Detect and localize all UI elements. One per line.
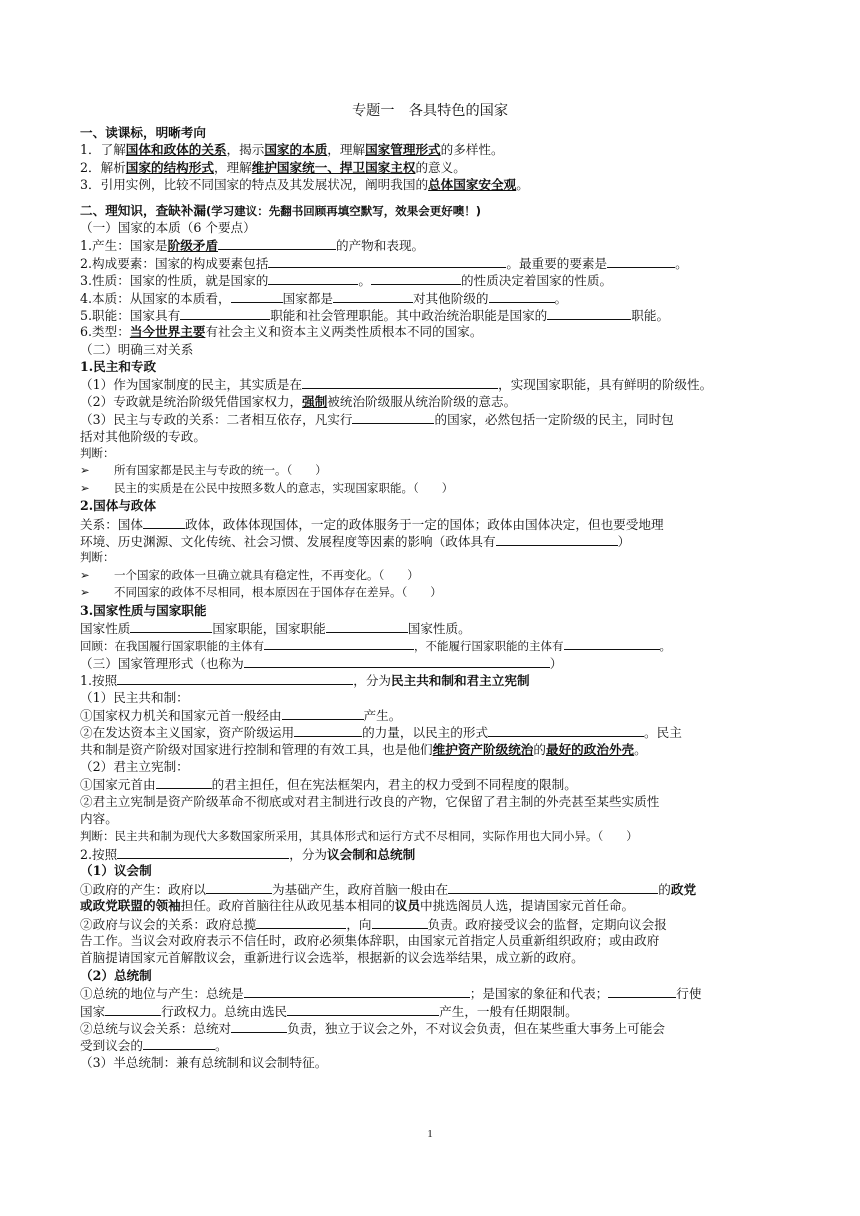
blank[interactable]	[326, 619, 408, 633]
text-line-10: 括对其他阶级的专政。	[80, 428, 206, 444]
fill-line-11: 关系：国体 政体，政体体现国体，一定的政体服务于一定的国体；政体由国体决定，但也要受地理	[80, 516, 664, 532]
fill-line-24: 2.按照 ，分为议会制和总统制	[80, 847, 416, 863]
text-line-28: 告工作。当议会对政府表示不信任时，政府必须集体辞职，由国家元首指定人员重新组织政府；或由政府	[80, 932, 660, 948]
blank[interactable]	[294, 723, 362, 737]
sub-heading-presidential: （2）总统制	[80, 967, 152, 983]
judge-item-4: ➢ 不同国家的政体不尽相同，根本原因在于国体存在差异。（ ）	[80, 584, 780, 601]
part-heading-2: （二）明确三对关系	[80, 341, 194, 357]
arrow-bullet-icon: ➢	[80, 480, 90, 495]
blank[interactable]	[333, 289, 413, 303]
part-heading-3: （三）国家管理形式（也称为 ）	[80, 655, 563, 671]
judge-item-3: ➢ 一个国家的政体一旦确立就具有稳定性，不再变化。（ ）	[80, 567, 780, 584]
judge-item-1: ➢ 所有国家都是民主与专政的统一。（ ）	[80, 462, 780, 479]
fill-line-3: 3.性质：国家的性质，就是国家的 。 的性质决定着国家的性质。	[80, 273, 613, 289]
fill-line-9: （3）民主与专政的关系：二者相互依存，凡实行 的国家，必然包括一定阶级的民主，同时包	[80, 412, 674, 428]
blank[interactable]	[268, 254, 506, 268]
text-line-8: （2）专政就是统治阶级凭借国家权力，强制被统治阶级服从统治阶级的意志。	[80, 393, 517, 409]
blank[interactable]	[488, 723, 644, 737]
fill-line-13: 国家性质 国家职能，国家职能 国家性质。	[80, 620, 471, 636]
fill-line-1: 1.产生：国家是阶级矛盾 的产物和表现。	[80, 238, 425, 254]
blank[interactable]	[180, 306, 270, 320]
fill-line-5: 5.职能：国家具有 职能和社会管理职能。其中政治统治职能是国家的 职能。	[80, 307, 670, 323]
fill-line-14: 回顾：在我国履行国家职能的主体有 ，不能履行国家职能的主体有 。	[80, 636, 780, 653]
fill-line-2: 2.构成要素：国家的构成要素包括 。最重要的要素是 。	[80, 255, 688, 271]
sub-heading-nature: 3.国家性质与国家职能	[80, 602, 207, 618]
sub-heading-regime: 2.国体与政体	[80, 498, 157, 514]
blank[interactable]	[218, 236, 336, 250]
text-line-23: 内容。	[80, 811, 118, 827]
blank[interactable]	[231, 289, 283, 303]
blank[interactable]	[371, 271, 461, 285]
blank[interactable]	[105, 1002, 161, 1016]
fill-line-32: ②总统与议会关系：总统对 负责，独立于议会之外，不对议会负责，但在某些重大事务上可能会	[80, 1020, 665, 1036]
section-heading-1: 一、读课标，明晰考向	[80, 125, 206, 140]
document-page	[80, 100, 780, 1071]
section-heading-2: 二、理知识，查缺补漏(学习建议：先翻书回顾再填空默写，效果会更好噢！)	[80, 202, 481, 218]
fill-line-17: ①国家权力机关和国家元首一般经由 产生。	[80, 707, 402, 723]
page-number: 1	[427, 1128, 433, 1140]
blank[interactable]	[372, 915, 428, 929]
blank[interactable]	[256, 915, 346, 929]
blank[interactable]	[264, 636, 414, 650]
text-line-19: 共和制是资产阶级对国家进行控制和管理的有效工具，也是他们维护资产阶级统治的最好的政治外壳。	[80, 741, 647, 757]
text-line-20: （2）君主立宪制：	[80, 759, 189, 775]
text-line-34: （3）半总统制：兼有总统制和议会制特征。	[80, 1054, 328, 1070]
sub-heading-democracy: 1.民主和专政	[80, 359, 157, 375]
blank[interactable]	[547, 306, 631, 320]
fill-line-21: ①国家元首由 的君主担任，但在宪法框架内，君主的权力受到不同程度的限制。	[80, 777, 577, 793]
arrow-bullet-icon: ➢	[80, 585, 90, 600]
blank[interactable]	[156, 775, 212, 789]
sub-heading-parliamentary: （1）议会制	[80, 863, 152, 879]
curriculum-item-2: 2．解析国家的结构形式，理解维护国家统一、捍卫国家主权的意义。	[80, 159, 466, 175]
blank[interactable]	[143, 1036, 215, 1050]
fill-line-7: （1）作为国家制度的民主，其实质是在 ，实现国家职能，具有鲜明的阶级性。	[80, 377, 713, 393]
blank[interactable]	[564, 636, 660, 650]
judge-item-2: ➢ 民主的实质是在公民中按照多数人的意志，实现国家职能。（ ）	[80, 480, 780, 497]
fill-line-33: 受到议会的 。	[80, 1038, 228, 1054]
page-title: 专题一 各具特色的国家	[351, 103, 509, 119]
fill-line-15: 1.按照 ，分为民主共和制和君主立宪制	[80, 673, 530, 689]
blank[interactable]	[206, 880, 272, 894]
text-line-16: （1）民主共和制：	[80, 689, 189, 705]
blank[interactable]	[143, 515, 185, 529]
fill-line-12: 环境、历史渊源、文化传统、社会习惯、发展程度等因素的影响（政体具有 ）	[80, 533, 631, 549]
blank[interactable]	[117, 671, 353, 685]
blank[interactable]	[287, 1002, 439, 1016]
judge-label: 判断：	[80, 446, 115, 461]
fill-line-27: ②政府与议会的关系：政府总揽 ，向 负责。政府接受议会的监督，定期向议会报	[80, 916, 667, 932]
blank[interactable]	[244, 654, 550, 668]
curriculum-item-1: 1．了解国体和政体的关系，揭示国家的本质，理解国家管理形式的多样性。	[80, 142, 504, 158]
blank[interactable]	[244, 984, 470, 998]
text-line-29: 首脑提请国家元首解散议会，重新进行议会选举，根据新的议会选举结果，成立新的政府。	[80, 950, 584, 966]
blank[interactable]	[352, 410, 434, 424]
blank[interactable]	[130, 619, 212, 633]
judge-item-5: 判断：民主共和制为现代大多数国家所采用，其具体形式和运行方式不尽相同，实际作用也大同小异。（ ）	[80, 828, 638, 843]
fill-line-25: ①政府的产生：政府以 为基础产生，政府首脑一般由在 的政党	[80, 881, 697, 897]
blank[interactable]	[489, 289, 555, 303]
text-line-26: 或政党联盟的领袖担任。政府首脑往往从政见基本相同的议员中挑选阁员人选，提请国家元首任命。	[80, 898, 635, 914]
arrow-bullet-icon: ➢	[80, 567, 90, 582]
judge-label-2: 判断：	[80, 550, 115, 565]
blank[interactable]	[608, 984, 676, 998]
part-heading-1: （一）国家的本质（6 个要点）	[80, 219, 256, 235]
arrow-bullet-icon: ➢	[80, 463, 90, 478]
blank[interactable]	[448, 880, 658, 894]
fill-line-18: ②在发达资本主义国家，资产阶级运用 的力量，以民主的形式 。民主	[80, 725, 682, 741]
blank[interactable]	[268, 271, 358, 285]
blank[interactable]	[117, 845, 289, 859]
fill-line-6: 6.类型：当今世界主要有社会主义和资本主义两类性质根本不同的国家。	[80, 324, 483, 340]
fill-line-30: ①总统的地位与产生：总统是 ；是国家的象征和代表； 行使	[80, 986, 702, 1002]
blank[interactable]	[302, 375, 498, 389]
fill-line-4: 4.本质：从国家的本质看， 国家都是 对其他阶级的 。	[80, 290, 568, 306]
blank[interactable]	[231, 1019, 287, 1033]
fill-line-31: 国家 行政权力。总统由选民 产生，一般有任期限制。	[80, 1003, 578, 1019]
blank[interactable]	[496, 532, 618, 546]
curriculum-item-3: 3．引用实例，比较不同国家的特点及其发展状况，阐明我国的总体国家安全观。	[80, 177, 529, 193]
blank[interactable]	[607, 254, 675, 268]
text-line-22: ②君主立宪制是资产阶级革命不彻底或对君主制进行改良的产物，它保留了君主制的外壳甚至某些实质性	[80, 793, 660, 809]
blank[interactable]	[282, 706, 364, 720]
